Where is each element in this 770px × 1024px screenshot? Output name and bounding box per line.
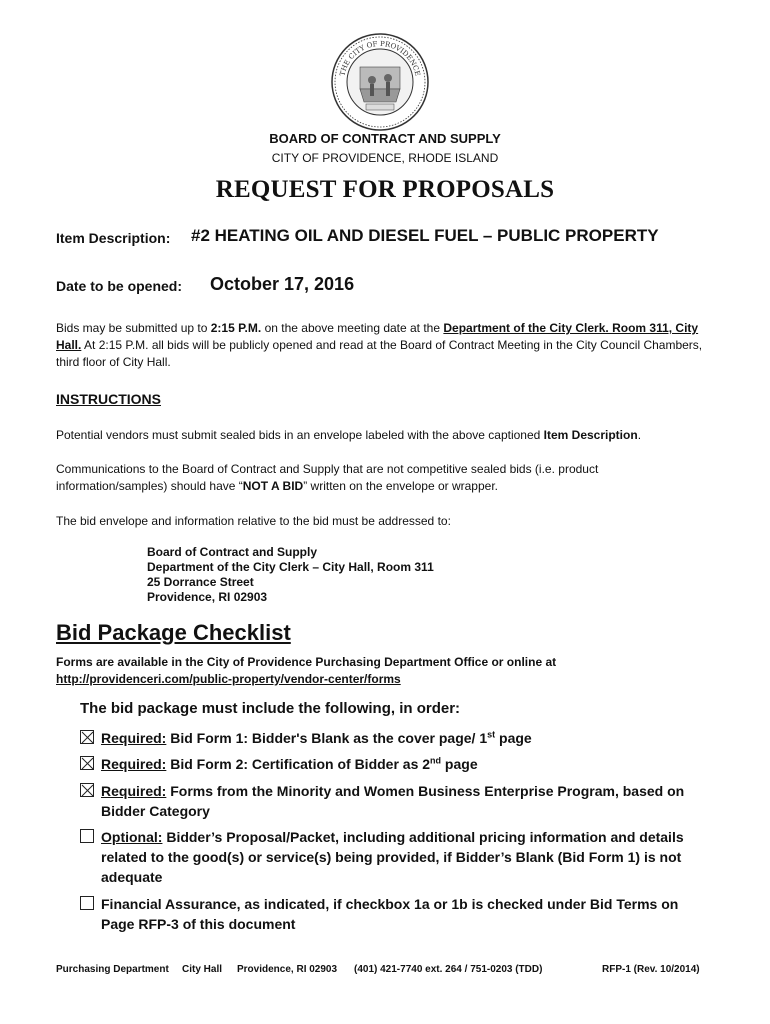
address-line: Board of Contract and Supply xyxy=(147,545,318,559)
city-seal xyxy=(330,32,430,132)
checklist-intro: The bid package must include the following, in order: xyxy=(80,700,461,717)
city-heading: CITY OF PROVIDENCE, RHODE ISLAND xyxy=(271,151,499,165)
page-title: REQUEST FOR PROPOSALS xyxy=(215,176,555,203)
footer-form-id: RFP-1 (Rev. 10/2014) xyxy=(602,964,700,975)
mailing-address xyxy=(147,545,434,605)
instructions-heading: INSTRUCTIONS xyxy=(56,391,161,407)
date-opened-value: October 17, 2016 xyxy=(210,274,355,294)
submission-time: 2:15 P.M. xyxy=(210,321,262,335)
footer-hall: City Hall xyxy=(182,964,223,975)
footer-dept: Purchasing Department xyxy=(56,964,169,975)
footer-phone: (401) 421-7740 ext. 264 / 751-0203 (TDD) xyxy=(354,964,543,975)
seal-text: THE CITY OF PROVIDENCE xyxy=(338,39,422,77)
address-line: Providence, RI 02903 xyxy=(147,590,268,604)
address-line: Department of the City Clerk – City Hall, Room 311 xyxy=(147,560,434,574)
forms-link[interactable]: http://providenceri.com/public-property/vendor-center/forms xyxy=(56,672,401,686)
checkbox-checked[interactable] xyxy=(80,783,94,797)
checklist-heading: Bid Package Checklist xyxy=(56,620,291,645)
date-opened-label: Date to be opened: xyxy=(56,278,183,294)
item-description-label: Item Description: xyxy=(56,230,171,246)
instructions-paragraph-3: The bid envelope and information relative to the bid must be addressed to: xyxy=(56,514,451,528)
checkbox-unchecked[interactable] xyxy=(80,896,94,910)
forms-availability-text: Forms are available in the City of Providence Purchasing Department Office or online at http://providenceri.com/public-property/vendor-center/forms xyxy=(56,655,557,686)
footer-city: Providence, RI 02903 xyxy=(237,964,338,975)
board-heading: BOARD OF CONTRACT AND SUPPLY xyxy=(269,131,501,146)
item-description-value: #2 HEATING OIL AND DIESEL FUEL – PUBLIC PROPERTY xyxy=(191,226,659,245)
address-line: 25 Dorrance Street xyxy=(147,575,254,589)
checkbox-checked[interactable] xyxy=(80,756,94,770)
checkbox-checked[interactable] xyxy=(80,730,94,744)
instructions-paragraph-2: Communications to the Board of Contract and Supply that are not competitive sealed bids (i.e. product information/samples) should have “NOT A BID” written on the envelope or wrapper. xyxy=(56,462,599,493)
checkbox-unchecked[interactable] xyxy=(80,829,94,843)
instructions-paragraph-1: Potential vendors must submit sealed bids in an envelope labeled with the above captioned Item Description. xyxy=(56,428,642,442)
bid-submission-paragraph: Bids may be submitted up to 2:15 P.M. on the above meeting date at the Department of the City Clerk. Room 311, City Hall. At 2:15 P.M. all bids will be publicly opened and read at the Board of Contract Meeting in the City Council Chambers, third floor of City Hall. xyxy=(56,321,703,369)
submission-location: Department of the City Clerk. Room 311, City Hall. xyxy=(56,321,699,352)
